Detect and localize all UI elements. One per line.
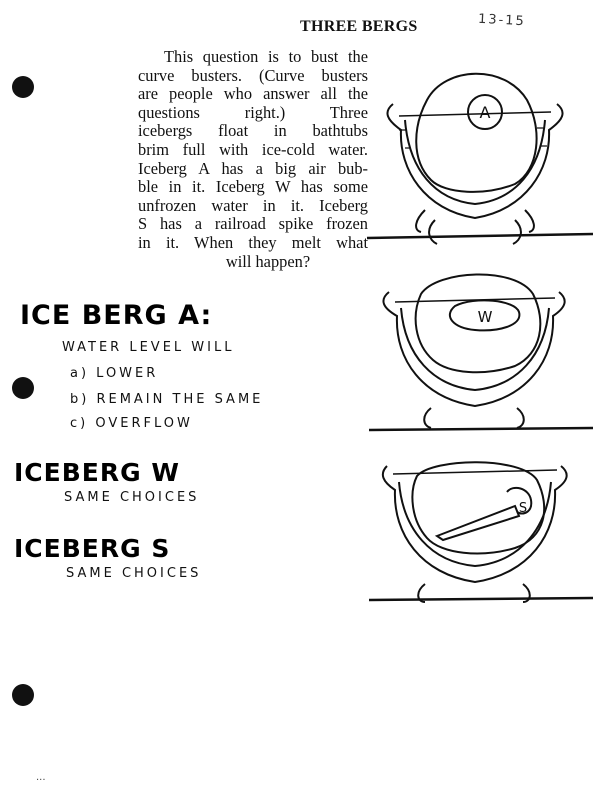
question-line: icebergs float in bathtubs (138, 121, 368, 141)
binder-hole-top (12, 76, 34, 98)
heading-iceberg-w: ICEBERG W (14, 458, 180, 487)
question-line: ble in it. Iceberg W has some (138, 177, 368, 197)
question-line: curve busters. (Curve busters (138, 65, 368, 85)
question-line: brim full with ice-cold water. (138, 139, 368, 159)
question-line: This question is to bust the (164, 47, 368, 66)
question-line: are people who answer all the (138, 84, 368, 104)
binder-hole-bottom (12, 684, 34, 706)
choice-c: c) OVERFLOW (70, 416, 193, 431)
bathtub-a-figure (367, 74, 593, 244)
water-level-prompt: WATER LEVEL WILL (62, 340, 235, 355)
question-line: S has a railroad spike frozen (138, 214, 368, 234)
tub-w-label: W (477, 308, 493, 326)
handwritten-page-number: 13-15 (477, 11, 527, 30)
choice-b: b) REMAIN THE SAME (70, 392, 264, 407)
tub-s-label: S (518, 501, 528, 516)
heading-iceberg-a: ICE BERG A: (20, 300, 213, 331)
question-line: will happen? (225, 251, 311, 271)
question-text (138, 48, 368, 271)
question-line: questions right.) Three (138, 102, 368, 122)
corner-mark: ... (36, 772, 46, 783)
page-title: THREE BERGS (300, 18, 418, 35)
same-choices-w: SAME CHOICES (64, 490, 200, 505)
tub-a-label: A (479, 103, 491, 122)
bathtub-illustrations (365, 60, 595, 620)
choice-a: a) LOWER (70, 366, 159, 381)
same-choices-s: SAME CHOICES (66, 566, 202, 581)
heading-iceberg-s: ICEBERG S (14, 534, 171, 563)
question-line: in it. When they melt what (138, 232, 368, 252)
bathtub-w-figure (369, 274, 593, 430)
binder-hole-middle (12, 377, 34, 399)
question-line: unfrozen water in it. Iceberg (138, 195, 368, 215)
question-line: Iceberg A has a big air bub- (138, 158, 368, 178)
bathtub-s-figure (369, 462, 593, 602)
